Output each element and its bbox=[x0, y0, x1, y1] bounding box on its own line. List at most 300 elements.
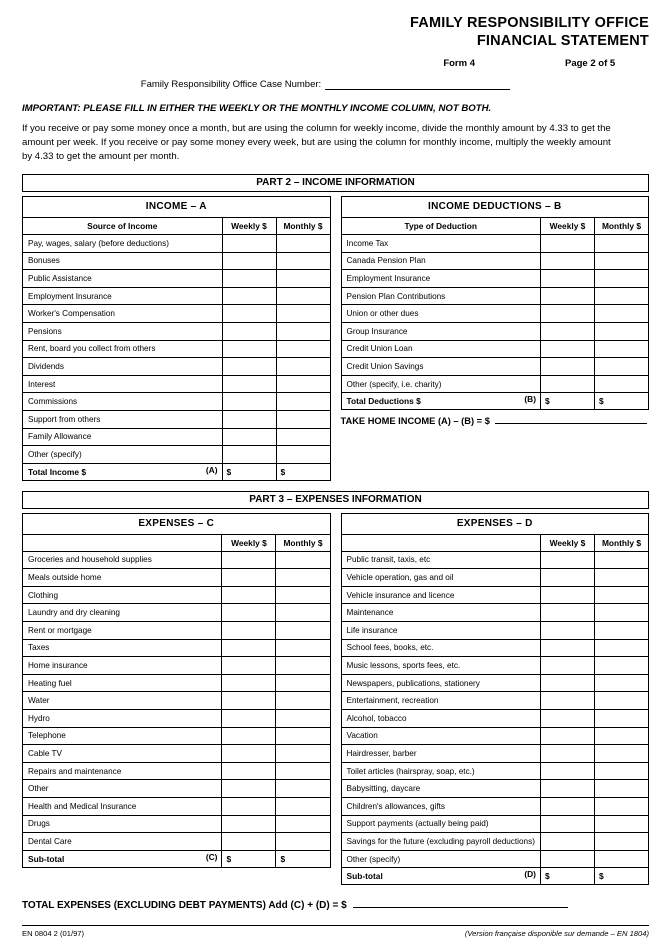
table-row bbox=[23, 358, 331, 376]
page-number: Page 2 of 5 bbox=[565, 58, 616, 70]
monthly-input[interactable] bbox=[276, 340, 330, 358]
deductions-b-col-item: Type of Deduction bbox=[341, 217, 541, 234]
weekly-input[interactable] bbox=[222, 446, 276, 464]
row-label: Vacation bbox=[341, 727, 540, 745]
monthly-input[interactable] bbox=[594, 622, 648, 640]
row-label: Music lessons, sports fees, etc. bbox=[341, 657, 540, 675]
table-row bbox=[23, 428, 331, 446]
table-row bbox=[23, 340, 331, 358]
expenses-d-col-monthly: Monthly $ bbox=[594, 534, 648, 551]
weekly-input[interactable] bbox=[540, 639, 594, 657]
row-label: Bonuses bbox=[23, 252, 223, 270]
weekly-input[interactable] bbox=[222, 322, 276, 340]
monthly-input[interactable] bbox=[276, 586, 330, 604]
weekly-input[interactable] bbox=[222, 252, 276, 270]
income-a-total-label: Total Income $ bbox=[28, 466, 87, 477]
table-row bbox=[23, 604, 331, 622]
weekly-input[interactable] bbox=[222, 833, 276, 851]
table-row bbox=[341, 604, 649, 622]
row-label: Savings for the future (excluding payroll deductions) bbox=[341, 833, 540, 851]
income-a-table bbox=[22, 196, 331, 481]
monthly-input[interactable] bbox=[594, 850, 648, 868]
weekly-input[interactable] bbox=[540, 674, 594, 692]
row-label: Support payments (actually being paid) bbox=[341, 815, 540, 833]
row-label: Support from others bbox=[23, 410, 223, 428]
table-row bbox=[23, 287, 331, 305]
monthly-input[interactable] bbox=[276, 446, 330, 464]
monthly-input[interactable] bbox=[276, 815, 330, 833]
monthly-input[interactable] bbox=[595, 252, 649, 270]
footer-divider bbox=[22, 925, 649, 926]
expenses-d-subtotal-monthly[interactable]: $ bbox=[594, 868, 648, 885]
income-a-col-monthly: Monthly $ bbox=[276, 217, 330, 234]
expenses-d-subtotal-weekly[interactable]: $ bbox=[540, 868, 594, 885]
row-label: Newspapers, publications, stationery bbox=[341, 674, 540, 692]
row-label: Income Tax bbox=[341, 234, 541, 252]
part2-banner: PART 2 – INCOME INFORMATION bbox=[22, 174, 649, 192]
monthly-input[interactable] bbox=[595, 375, 649, 393]
row-label: Worker's Compensation bbox=[23, 305, 223, 323]
row-label: Toilet articles (hairspray, soap, etc.) bbox=[341, 762, 540, 780]
monthly-input[interactable] bbox=[276, 393, 330, 411]
table-row bbox=[23, 692, 331, 710]
row-label: Alcohol, tobacco bbox=[341, 710, 540, 728]
part3-banner: PART 3 – EXPENSES INFORMATION bbox=[22, 491, 649, 509]
table-row bbox=[341, 815, 649, 833]
table-row bbox=[341, 674, 649, 692]
row-label: Cable TV bbox=[23, 745, 222, 763]
deductions-b-caption: INCOME DEDUCTIONS – B bbox=[341, 196, 649, 217]
income-a-total-weekly[interactable]: $ bbox=[222, 463, 276, 480]
table-row bbox=[23, 639, 331, 657]
table-row bbox=[23, 446, 331, 464]
monthly-input[interactable] bbox=[276, 798, 330, 816]
weekly-input[interactable] bbox=[540, 762, 594, 780]
weekly-input[interactable] bbox=[222, 287, 276, 305]
table-row bbox=[23, 569, 331, 587]
monthly-input[interactable] bbox=[595, 287, 649, 305]
part3-columns bbox=[22, 513, 649, 886]
monthly-input[interactable] bbox=[595, 358, 649, 376]
row-label: Maintenance bbox=[341, 604, 540, 622]
expenses-d-subtotal-label: Sub-total bbox=[346, 871, 383, 882]
monthly-input[interactable] bbox=[595, 305, 649, 323]
weekly-input[interactable] bbox=[540, 798, 594, 816]
row-label: Babysitting, daycare bbox=[341, 780, 540, 798]
table-row bbox=[341, 762, 649, 780]
table-row bbox=[23, 674, 331, 692]
weekly-input[interactable] bbox=[222, 674, 276, 692]
income-a-total-tag: (A) bbox=[205, 464, 218, 475]
expenses-c-subtotal-tag: (C) bbox=[205, 851, 218, 862]
form-meta-row bbox=[22, 58, 649, 69]
monthly-input[interactable] bbox=[276, 305, 330, 323]
monthly-input[interactable] bbox=[276, 674, 330, 692]
monthly-input[interactable] bbox=[276, 745, 330, 763]
income-a-total-row bbox=[23, 463, 331, 480]
monthly-input[interactable] bbox=[594, 727, 648, 745]
row-label: Repairs and maintenance bbox=[23, 762, 222, 780]
weekly-input[interactable] bbox=[540, 551, 594, 569]
weekly-input[interactable] bbox=[541, 358, 595, 376]
expenses-c-subtotal-label: Sub-total bbox=[28, 853, 65, 864]
expenses-d-subtotal-row bbox=[341, 868, 649, 885]
monthly-input[interactable] bbox=[276, 657, 330, 675]
monthly-input[interactable] bbox=[594, 569, 648, 587]
income-a-caption: INCOME – A bbox=[23, 196, 331, 217]
monthly-input[interactable] bbox=[276, 833, 330, 851]
row-label: Credit Union Savings bbox=[341, 358, 541, 376]
expenses-d-column bbox=[341, 513, 650, 886]
expenses-c-subtotal-weekly[interactable]: $ bbox=[222, 850, 276, 867]
row-label: Dental Care bbox=[23, 833, 222, 851]
monthly-input[interactable] bbox=[276, 639, 330, 657]
weekly-input[interactable] bbox=[222, 393, 276, 411]
table-row bbox=[341, 850, 649, 868]
weekly-input[interactable] bbox=[222, 551, 276, 569]
form-number: Form 4 bbox=[443, 58, 475, 70]
monthly-input[interactable] bbox=[594, 674, 648, 692]
table-row bbox=[341, 252, 649, 270]
monthly-input[interactable] bbox=[276, 252, 330, 270]
deductions-b-total-monthly[interactable]: $ bbox=[595, 393, 649, 410]
income-a-total-monthly[interactable]: $ bbox=[276, 463, 330, 480]
table-row bbox=[341, 586, 649, 604]
take-home-income-input[interactable] bbox=[495, 414, 647, 424]
row-label: Drugs bbox=[23, 815, 222, 833]
table-row bbox=[23, 762, 331, 780]
table-row bbox=[23, 780, 331, 798]
table-row bbox=[341, 727, 649, 745]
weekly-input[interactable] bbox=[222, 745, 276, 763]
table-row bbox=[341, 710, 649, 728]
weekly-input[interactable] bbox=[540, 850, 594, 868]
row-label: Pay, wages, salary (before deductions) bbox=[23, 234, 223, 252]
monthly-input[interactable] bbox=[276, 727, 330, 745]
income-a-col-weekly: Weekly $ bbox=[222, 217, 276, 234]
expenses-c-subtotal-monthly[interactable]: $ bbox=[276, 850, 330, 867]
weekly-input[interactable] bbox=[541, 375, 595, 393]
weekly-input[interactable] bbox=[540, 604, 594, 622]
weekly-input[interactable] bbox=[222, 340, 276, 358]
income-a-col-item: Source of Income bbox=[23, 217, 223, 234]
monthly-input[interactable] bbox=[595, 322, 649, 340]
deductions-b-total-label-cell bbox=[341, 393, 541, 410]
row-label: Hydro bbox=[23, 710, 222, 728]
total-expenses-input[interactable] bbox=[353, 897, 568, 908]
monthly-input[interactable] bbox=[594, 692, 648, 710]
table-row bbox=[341, 375, 649, 393]
expenses-c-subtotal-row bbox=[23, 850, 331, 867]
case-number-label: Family Responsibility Office Case Number: bbox=[140, 79, 322, 91]
row-label: Life insurance bbox=[341, 622, 540, 640]
weekly-input[interactable] bbox=[540, 745, 594, 763]
monthly-input[interactable] bbox=[276, 569, 330, 587]
expenses-c-col-monthly: Monthly $ bbox=[276, 534, 330, 551]
weekly-input[interactable] bbox=[222, 762, 276, 780]
monthly-input[interactable] bbox=[276, 322, 330, 340]
row-label: Family Allowance bbox=[23, 428, 223, 446]
row-label: Health and Medical Insurance bbox=[23, 798, 222, 816]
monthly-input[interactable] bbox=[595, 340, 649, 358]
expenses-d-subtotal-label-cell bbox=[341, 868, 540, 885]
deductions-b-col-weekly: Weekly $ bbox=[541, 217, 595, 234]
monthly-input[interactable] bbox=[276, 692, 330, 710]
weekly-input[interactable] bbox=[222, 428, 276, 446]
weekly-input[interactable] bbox=[541, 322, 595, 340]
row-label: Canada Pension Plan bbox=[341, 252, 541, 270]
row-label: Home insurance bbox=[23, 657, 222, 675]
weekly-input[interactable] bbox=[540, 569, 594, 587]
row-label: Taxes bbox=[23, 639, 222, 657]
row-label: Water bbox=[23, 692, 222, 710]
monthly-input[interactable] bbox=[594, 833, 648, 851]
weekly-input[interactable] bbox=[540, 710, 594, 728]
monthly-input[interactable] bbox=[595, 270, 649, 288]
table-row bbox=[341, 780, 649, 798]
monthly-input[interactable] bbox=[594, 604, 648, 622]
expenses-d-col-weekly: Weekly $ bbox=[540, 534, 594, 551]
footer-form-code: EN 0804 2 (01/97) bbox=[22, 929, 85, 938]
expenses-c-col-weekly: Weekly $ bbox=[222, 534, 276, 551]
deductions-b-table bbox=[341, 196, 650, 410]
weekly-input[interactable] bbox=[541, 252, 595, 270]
row-label: Telephone bbox=[23, 727, 222, 745]
row-label: Pension Plan Contributions bbox=[341, 287, 541, 305]
row-label: Hairdresser, barber bbox=[341, 745, 540, 763]
monthly-input[interactable] bbox=[276, 270, 330, 288]
monthly-input[interactable] bbox=[594, 762, 648, 780]
total-expenses-label: TOTAL EXPENSES (EXCLUDING DEBT PAYMENTS) Add (C) + (D) = $ bbox=[22, 900, 347, 912]
table-row bbox=[23, 393, 331, 411]
table-row bbox=[341, 340, 649, 358]
row-label: Other (specify) bbox=[23, 446, 223, 464]
weekly-input[interactable] bbox=[222, 358, 276, 376]
weekly-input[interactable] bbox=[541, 287, 595, 305]
row-label: Laundry and dry cleaning bbox=[23, 604, 222, 622]
monthly-input[interactable] bbox=[594, 657, 648, 675]
table-row bbox=[23, 410, 331, 428]
monthly-input[interactable] bbox=[276, 375, 330, 393]
weekly-input[interactable] bbox=[222, 692, 276, 710]
weekly-input[interactable] bbox=[222, 622, 276, 640]
deductions-b-total-row bbox=[341, 393, 649, 410]
table-row bbox=[23, 375, 331, 393]
important-notice: IMPORTANT: PLEASE FILL IN EITHER THE WEEKLY OR THE MONTHLY INCOME COLUMN, NOT BOTH. bbox=[22, 103, 492, 115]
weekly-input[interactable] bbox=[222, 639, 276, 657]
monthly-input[interactable] bbox=[594, 586, 648, 604]
weekly-input[interactable] bbox=[222, 270, 276, 288]
table-row bbox=[23, 551, 331, 569]
expenses-c-caption: EXPENSES – C bbox=[23, 513, 331, 534]
table-row bbox=[341, 305, 649, 323]
row-label: Other (specify) bbox=[341, 850, 540, 868]
table-row bbox=[341, 551, 649, 569]
weekly-input[interactable] bbox=[540, 727, 594, 745]
table-row bbox=[23, 622, 331, 640]
row-label: Dividends bbox=[23, 358, 223, 376]
monthly-input[interactable] bbox=[594, 798, 648, 816]
expenses-d-subtotal-tag: (D) bbox=[524, 869, 536, 880]
weekly-input[interactable] bbox=[222, 305, 276, 323]
page-title-line-1: FAMILY RESPONSIBILITY OFFICE bbox=[410, 15, 649, 31]
table-row bbox=[341, 798, 649, 816]
monthly-input[interactable] bbox=[594, 710, 648, 728]
expenses-c-subtotal-label-cell bbox=[23, 850, 222, 867]
case-number-input[interactable] bbox=[325, 79, 510, 90]
monthly-input[interactable] bbox=[276, 287, 330, 305]
case-number-field bbox=[0, 79, 671, 90]
expenses-d-col-item bbox=[341, 534, 540, 551]
weekly-input[interactable] bbox=[222, 815, 276, 833]
table-row bbox=[23, 710, 331, 728]
monthly-input[interactable] bbox=[276, 358, 330, 376]
table-row bbox=[341, 270, 649, 288]
weekly-input[interactable] bbox=[540, 780, 594, 798]
table-row bbox=[341, 657, 649, 675]
footer-french-note: (Version française disponible sur demande – EN 1804) bbox=[464, 929, 649, 938]
table-row bbox=[341, 745, 649, 763]
weekly-input[interactable] bbox=[222, 375, 276, 393]
row-label: Rent or mortgage bbox=[23, 622, 222, 640]
monthly-input[interactable] bbox=[594, 780, 648, 798]
monthly-input[interactable] bbox=[595, 234, 649, 252]
row-label: Public Assistance bbox=[23, 270, 223, 288]
weekly-input[interactable] bbox=[222, 604, 276, 622]
row-label: Other (specify, i.e. charity) bbox=[341, 375, 541, 393]
total-expenses-row bbox=[22, 897, 649, 911]
row-label: Clothing bbox=[23, 586, 222, 604]
monthly-input[interactable] bbox=[276, 428, 330, 446]
row-label: Credit Union Loan bbox=[341, 340, 541, 358]
table-row bbox=[341, 833, 649, 851]
monthly-input[interactable] bbox=[594, 551, 648, 569]
deductions-b-total-weekly[interactable]: $ bbox=[541, 393, 595, 410]
table-row bbox=[341, 569, 649, 587]
weekly-input[interactable] bbox=[222, 586, 276, 604]
row-label: Meals outside home bbox=[23, 569, 222, 587]
monthly-input[interactable] bbox=[276, 410, 330, 428]
weekly-input[interactable] bbox=[222, 798, 276, 816]
row-label: Children's allowances, gifts bbox=[341, 798, 540, 816]
row-label: Groceries and household supplies bbox=[23, 551, 222, 569]
row-label: Vehicle insurance and licence bbox=[341, 586, 540, 604]
weekly-input[interactable] bbox=[540, 815, 594, 833]
weekly-input[interactable] bbox=[541, 234, 595, 252]
expenses-c-table bbox=[22, 513, 331, 868]
weekly-input[interactable] bbox=[541, 305, 595, 323]
expenses-d-caption: EXPENSES – D bbox=[341, 513, 649, 534]
monthly-input[interactable] bbox=[276, 604, 330, 622]
table-row bbox=[341, 358, 649, 376]
weekly-input[interactable] bbox=[540, 586, 594, 604]
table-row bbox=[23, 657, 331, 675]
table-row bbox=[341, 622, 649, 640]
weekly-input[interactable] bbox=[222, 234, 276, 252]
income-a-column bbox=[22, 196, 331, 481]
table-row bbox=[341, 692, 649, 710]
expenses-c-column bbox=[22, 513, 331, 886]
table-row bbox=[23, 798, 331, 816]
row-label: Interest bbox=[23, 375, 223, 393]
monthly-input[interactable] bbox=[594, 745, 648, 763]
table-row bbox=[23, 815, 331, 833]
row-label: Rent, board you collect from others bbox=[23, 340, 223, 358]
table-row bbox=[23, 745, 331, 763]
weekly-input[interactable] bbox=[541, 340, 595, 358]
take-home-income-row bbox=[341, 414, 650, 426]
row-label: Employment Insurance bbox=[23, 287, 223, 305]
table-row bbox=[341, 234, 649, 252]
monthly-input[interactable] bbox=[276, 551, 330, 569]
monthly-input[interactable] bbox=[276, 762, 330, 780]
row-label: Union or other dues bbox=[341, 305, 541, 323]
weekly-input[interactable] bbox=[222, 569, 276, 587]
monthly-input[interactable] bbox=[276, 622, 330, 640]
weekly-input[interactable] bbox=[540, 692, 594, 710]
page-title-line-2: FINANCIAL STATEMENT bbox=[476, 33, 649, 50]
weekly-input[interactable] bbox=[222, 710, 276, 728]
table-row bbox=[341, 287, 649, 305]
document-header bbox=[0, 0, 671, 69]
weekly-input[interactable] bbox=[222, 657, 276, 675]
monthly-input[interactable] bbox=[594, 639, 648, 657]
deductions-b-column bbox=[341, 196, 650, 481]
table-row bbox=[23, 586, 331, 604]
weekly-input[interactable] bbox=[540, 657, 594, 675]
weekly-input[interactable] bbox=[540, 833, 594, 851]
document-footer bbox=[22, 929, 649, 938]
row-label: Pensions bbox=[23, 322, 223, 340]
table-row bbox=[23, 727, 331, 745]
table-row bbox=[23, 322, 331, 340]
take-home-income-label: TAKE HOME INCOME (A) – (B) = $ bbox=[340, 416, 490, 427]
row-label: Entertainment, recreation bbox=[341, 692, 540, 710]
part2-columns bbox=[22, 196, 649, 481]
expenses-c-col-item bbox=[23, 534, 222, 551]
row-label: School fees, books, etc. bbox=[341, 639, 540, 657]
monthly-input[interactable] bbox=[276, 710, 330, 728]
row-label: Commissions bbox=[23, 393, 223, 411]
deductions-b-col-monthly: Monthly $ bbox=[595, 217, 649, 234]
deductions-b-total-label: Total Deductions $ bbox=[346, 396, 421, 407]
table-row bbox=[23, 252, 331, 270]
weekly-input[interactable] bbox=[222, 780, 276, 798]
income-a-total-label-cell bbox=[23, 463, 223, 480]
table-row bbox=[23, 833, 331, 851]
weekly-input[interactable] bbox=[541, 270, 595, 288]
monthly-input[interactable] bbox=[594, 815, 648, 833]
weekly-input[interactable] bbox=[222, 727, 276, 745]
row-label: Public transit, taxis, etc bbox=[341, 551, 540, 569]
row-label: Group Insurance bbox=[341, 322, 541, 340]
weekly-input[interactable] bbox=[222, 410, 276, 428]
monthly-input[interactable] bbox=[276, 234, 330, 252]
table-row bbox=[341, 639, 649, 657]
row-label: Other bbox=[23, 780, 222, 798]
deductions-b-total-tag: (B) bbox=[524, 394, 536, 405]
row-label: Employment Insurance bbox=[341, 270, 541, 288]
monthly-input[interactable] bbox=[276, 780, 330, 798]
weekly-input[interactable] bbox=[540, 622, 594, 640]
row-label: Heating fuel bbox=[23, 674, 222, 692]
table-row bbox=[23, 270, 331, 288]
expenses-d-table bbox=[341, 513, 650, 886]
table-row bbox=[23, 234, 331, 252]
table-row bbox=[23, 305, 331, 323]
row-label: Vehicle operation, gas and oil bbox=[341, 569, 540, 587]
table-row bbox=[341, 322, 649, 340]
